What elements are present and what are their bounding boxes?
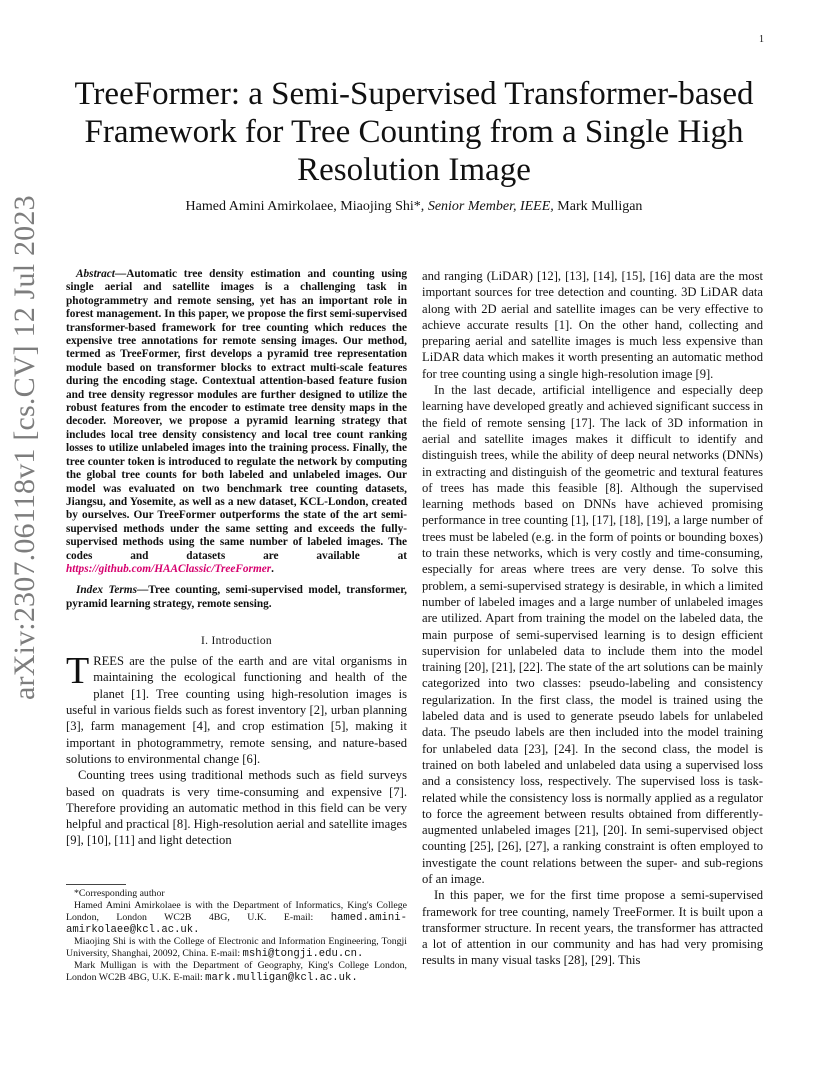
footnotes [66, 884, 407, 984]
paper-title: TreeFormer: a Semi-Supervised Transformer-based Framework for Tree Counting from a Single High Resolution Image [74, 76, 754, 188]
footnote-author-1 [66, 900, 407, 936]
index-terms-text: —Tree counting, semi-supervised model, transformer, pyramid learning strategy, remote sensing. [66, 584, 407, 610]
section-heading: I. Introduction [201, 635, 272, 648]
footnote-author-1-text: Hamed Amini Amirkolaee is with the Department of Informatics, King's College London, London WC2B 4BG, U.K. E-mail: [66, 900, 407, 923]
intro-paragraph-1-text: REES are the pulse of the earth and are vital organisms in maintaining the ecological functioning and health of the planet [1]. Tree counting using high-resolution images is useful in various fields such as forest inventory [2], urban planning [3], farm management [4], and crop estimation [5], making it important in photogrammetry, remote sensing, and nature-based solutions to environmental change [6]. [66, 654, 407, 766]
abstract-text: —Automatic tree density estimation and counting using single aerial and satellite images is a challenging task in photogrammetry and remote sensing, yet has an important role in forest management. In this paper, we propose the first semi-supervised transformer-based framework for tree counting which reduces the expensive tree annotations for remote sensing images. Our method, termed as TreeFormer, first develops a pyramid tree representation module based on transformer blocks to extract multi-scale features during the encoding stage. Contextual attention-based feature fusion and tree density regressor modules are further designed to utilize the robust features from the encoder to estimate tree density maps in the decoder. Moreover, we propose a pyramid learning strategy that includes local tree density consistency and local tree count ranking losses to utilize unlabeled images into the training process. Finally, the tree counter token is introduced to regulate the network by computing the global tree counts for both labeled and unlabeled images. Our model was evaluated on two benchmark tree counting datasets, Jiangsu, and Yosemite, as well as a new dataset, KCL-London, created by ourselves. Our TreeFormer outperforms the state of the art semi-supervised methods under the same setting and exceeds the fully-supervised methods using the same number of labeled images. The codes and datasets are available at [66, 268, 407, 562]
footnote-author-2-text: Miaojing Shi is with the College of Electronic and Information Engineering, Tongji University, Shanghai, 20092, China. E-mail: [66, 936, 407, 959]
abstract-end: . [271, 562, 274, 575]
footnote-author-2 [66, 936, 407, 960]
footnote-rule [66, 884, 126, 885]
email-2[interactable]: mshi@tongji.edu.cn. [242, 948, 364, 960]
intro-paragraph-5: In this paper, we for the first time propose a semi-supervised framework for tree counting, namely TreeFormer. It is built upon a transformer structure. In recent years, the transformer has attracted a lot of attention in our community and has had very promising results in many visual tasks [28], [29]. This [422, 888, 763, 968]
footnote-author-3 [66, 960, 407, 984]
author-role: Senior Member, IEEE, [427, 199, 554, 214]
arxiv-identifier[interactable]: arXiv:2307.06118v1 [cs.CV] 12 Jul 2023 [8, 195, 41, 700]
intro-paragraph-3: and ranging (LiDAR) [12], [13], [14], [15], [16] data are the most important sources for tree detection and counting. 3D LiDAR data along with 2D aerial and satellite images can be very effective to achieve accurate results [1]. On the other hand, collecting and preparing aerial and satellite images is much less expensive than LiDAR data which makes it worth presenting an automatic method for tree counting using a single high-resolution image [9]. [422, 269, 763, 381]
footnote-corresponding: *Corresponding author [74, 888, 165, 899]
drop-cap: T [66, 650, 90, 693]
email-3[interactable]: mark.mulligan@kcl.ac.uk. [205, 972, 358, 984]
intro-paragraph-1 [66, 650, 407, 767]
left-column [66, 268, 407, 849]
index-terms [66, 584, 407, 611]
author-names: Hamed Amini Amirkolaee, Miaojing Shi*, [185, 199, 425, 214]
abstract [66, 268, 407, 576]
code-link[interactable]: https://github.com/HAAClassic/TreeFormer [66, 562, 272, 575]
right-column [422, 268, 763, 969]
abstract-label: Abstract [76, 268, 115, 280]
page-number: 1 [759, 34, 764, 45]
intro-paragraph-4: In the last decade, artificial intelligence and especially deep learning have developed greatly and achieved significant success in the field of remote sensing [17]. The lack of 3D information in aerial and satellite images makes it difficult to identify and distinguish trees, while the ability of deep neural networks (DNNs) in extracting and distinguish of the geometric and textural features of trees has made this feasible [8]. Although the supervised learning methods based on DNNs have achieved promising performance in tree counting [1], [17], [18], [19], a large number of trees must be labeled (e.g. in the form of points or bounding boxes) to train these networks, which is very costly and time-consuming, especially for areas where trees are very dense. To solve this problem, a semi-supervised strategy is desirable, in which a limited number of labeled images and a large number of unlabeled images are utilized. Apart from training the model on the labeled data, the main purpose of semi-supervised learning is to design efficient supervision for unlabeled data to include them into the model training [20], [21], [22]. The state of the art solutions can be mainly categorized into two classes: pseudo-labeling and consistency regularization. In the first class, the model is trained using the labeled data and is used to generate pseudo labels for unlabeled data. The pseudo labels are then included into the model training for unlabeled data [23], [24]. In the second class, the model is trained on both labeled and unlabeled data using a supervised loss and a consistency loss, respectively. The supervised loss is task-related while the consistency loss is normally applied as a regulator to force the agreement between results obtained from differently-augmented unlabeled images [21], [20]. In semi-supervised object counting [25], [26], [27], a ranking constraint is often employed to investigate the count relations between the super- and sub-regions of an image. [422, 383, 763, 886]
author-last: Mark Mulligan [557, 199, 643, 214]
footnote-author-3-text: Mark Mulligan is with the Department of Geography, King's College London, London WC2B 4BG, U.K. E-mail: [66, 960, 407, 983]
index-terms-label: Index Terms [76, 584, 137, 597]
email-1[interactable]: hamed.amini-amirkolaee@kcl.ac.uk. [66, 912, 407, 936]
intro-paragraph-2: Counting trees using traditional methods such as field surveys based on quadrats is very time-consuming and expensive [7]. Therefore providing an automatic method in this field can be very helpful and practical [8]. High-resolution aerial and satellite images [9], [10], [11] and light detection [66, 768, 407, 848]
author-line [60, 199, 768, 215]
